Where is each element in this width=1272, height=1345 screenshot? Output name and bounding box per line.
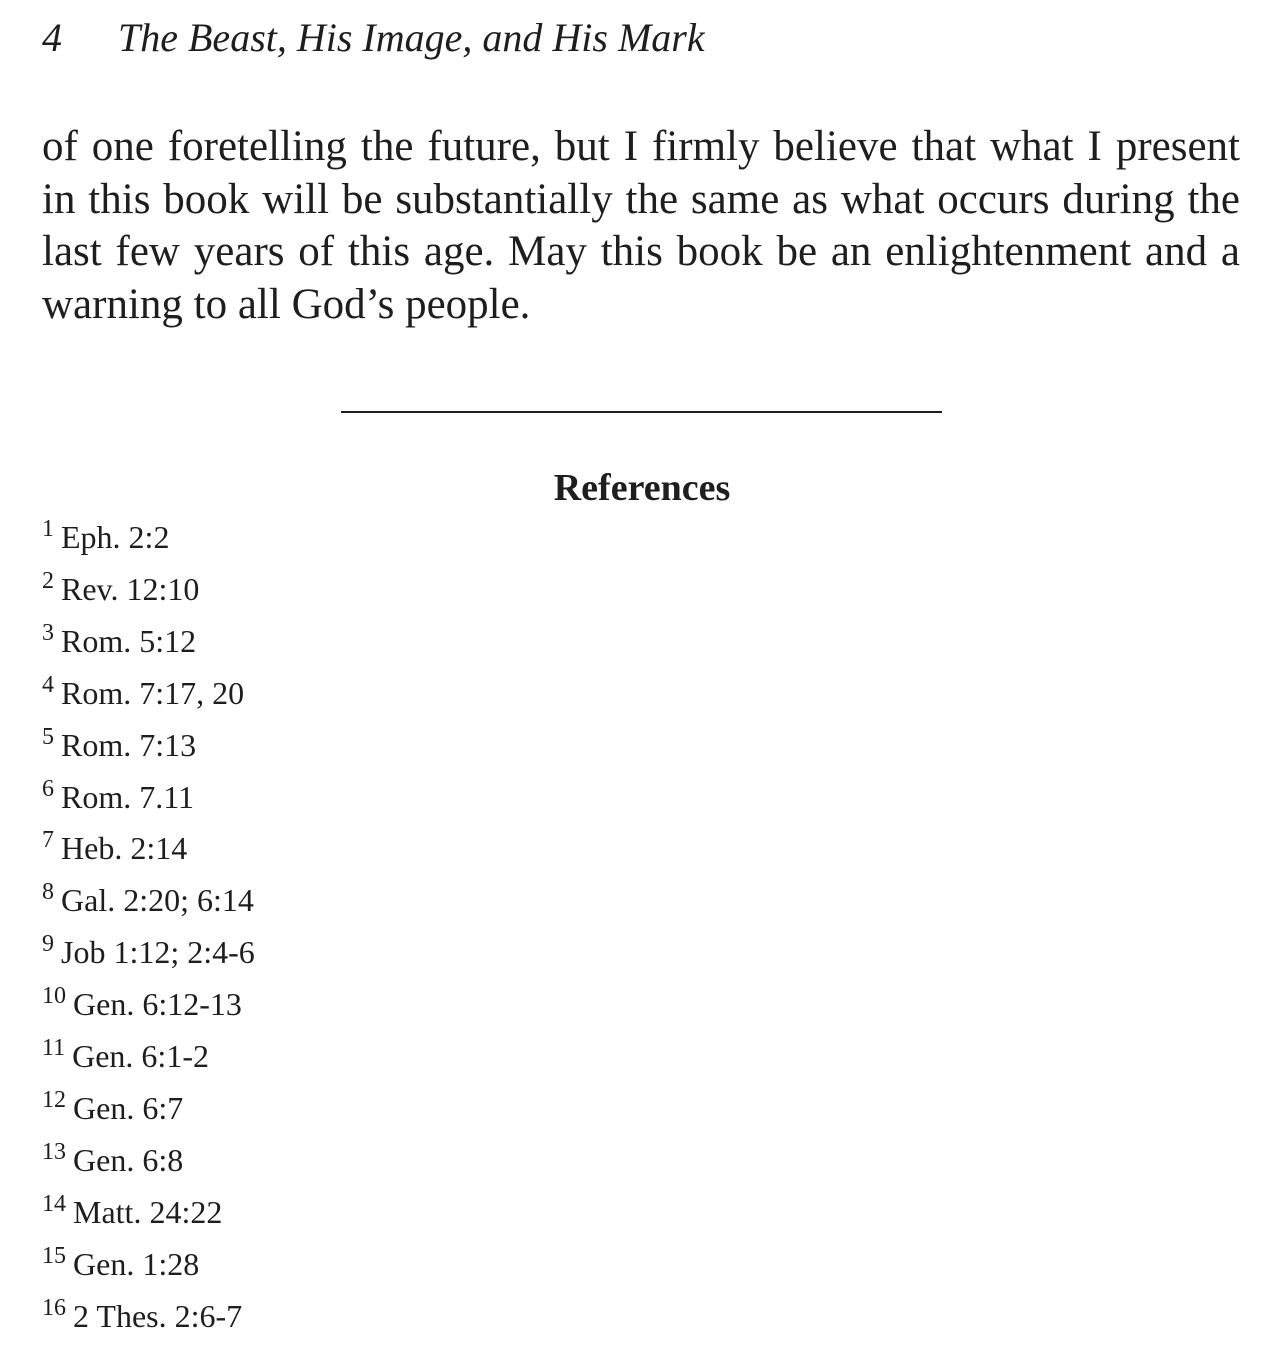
reference-text: Gen. 1:28 xyxy=(73,1245,200,1282)
reference-number: 12 xyxy=(42,1086,66,1113)
reference-item-3 xyxy=(42,618,255,670)
reference-number: 6 xyxy=(42,775,54,802)
reference-text: Rom. 7:17, 20 xyxy=(61,674,245,711)
reference-item-15 xyxy=(42,1241,255,1293)
reference-text: Matt. 24:22 xyxy=(73,1193,223,1230)
reference-text: Gal. 2:20; 6:14 xyxy=(61,882,254,919)
reference-text: 2 Thes. 2:6-7 xyxy=(73,1297,243,1334)
reference-item-16 xyxy=(42,1293,255,1345)
reference-text: Gen. 6:7 xyxy=(73,1089,184,1126)
reference-number: 1 xyxy=(42,516,54,542)
reference-item-14 xyxy=(42,1189,255,1241)
reference-number: 16 xyxy=(42,1294,66,1321)
running-header xyxy=(42,14,705,62)
reference-number: 5 xyxy=(42,723,54,750)
reference-item-11 xyxy=(42,1033,255,1085)
reference-text: Eph. 2:2 xyxy=(61,519,170,555)
reference-number: 10 xyxy=(42,983,66,1010)
reference-item-6 xyxy=(42,774,255,826)
reference-text: Job 1:12; 2:4-6 xyxy=(61,934,255,971)
reference-number: 15 xyxy=(42,1242,66,1269)
reference-text: Rom. 5:12 xyxy=(61,622,197,659)
reference-item-10 xyxy=(42,981,255,1033)
reference-number: 13 xyxy=(42,1138,66,1165)
reference-item-13 xyxy=(42,1137,255,1189)
reference-item-5 xyxy=(42,722,255,774)
reference-number: 11 xyxy=(42,1035,66,1062)
reference-text: Rom. 7:13 xyxy=(61,726,197,763)
reference-number: 14 xyxy=(42,1190,66,1217)
reference-number: 3 xyxy=(42,619,54,646)
reference-number: 4 xyxy=(42,671,54,698)
reference-text: Rom. 7.11 xyxy=(61,778,195,815)
section-divider xyxy=(341,411,942,413)
reference-number: 8 xyxy=(42,879,54,906)
body-paragraph: of one foretelling the future, but I firmly believe that what I present in this book will be substantially the same as what occurs during the last few years of this age. May this book be an enlightenment and a warning to all God’s people. xyxy=(42,123,1240,328)
references-title: References xyxy=(553,467,731,509)
reference-text: Gen. 6:8 xyxy=(73,1141,184,1178)
reference-text: Heb. 2:14 xyxy=(61,830,188,867)
references-list xyxy=(42,514,255,1345)
reference-item-9 xyxy=(42,929,255,981)
reference-number: 2 xyxy=(42,567,54,594)
running-title: The Beast, His Image, and His Mark xyxy=(118,15,705,60)
reference-text: Gen. 6:12-13 xyxy=(73,986,242,1023)
page-number: 4 xyxy=(42,15,62,60)
reference-item-2 xyxy=(42,566,255,618)
reference-item-4 xyxy=(42,670,255,722)
reference-number: 7 xyxy=(42,827,54,854)
reference-number: 9 xyxy=(42,931,54,958)
reference-item-8 xyxy=(42,877,255,929)
reference-text: Rev. 12:10 xyxy=(61,570,200,607)
reference-item-1 xyxy=(42,514,255,566)
reference-item-12 xyxy=(42,1085,255,1137)
reference-text: Gen. 6:1-2 xyxy=(72,1038,209,1075)
reference-item-7 xyxy=(42,825,255,877)
